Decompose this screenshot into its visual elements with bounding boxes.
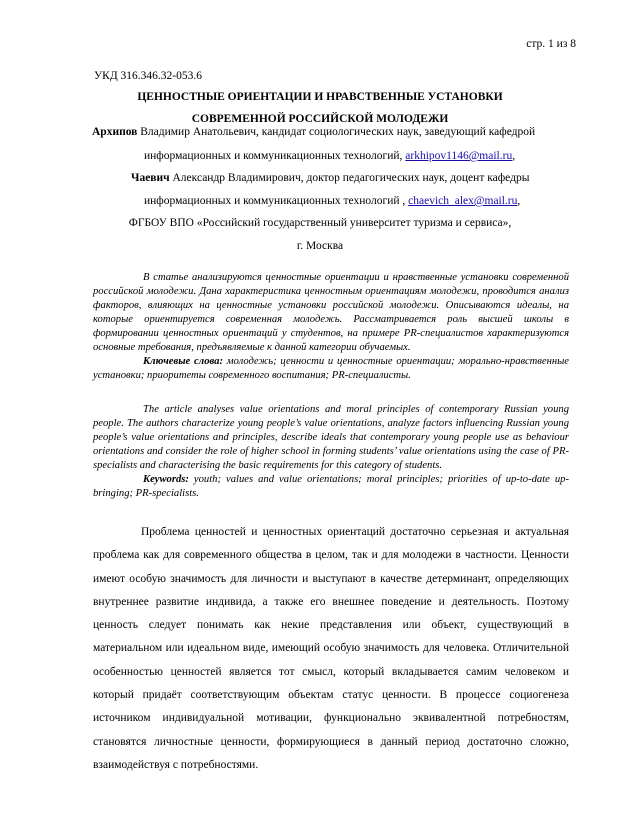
body-text [93,521,569,777]
author-1-name: Архипов [92,126,138,138]
author-1-credentials: Владимир Анатольевич, кандидат социологических наук, заведующий кафедрой [137,126,536,138]
page-number: стр. 1 из 8 [526,38,576,50]
author-1-comma: , [512,150,516,162]
keywords-ru-label: Ключевые слова: [143,356,223,367]
keywords-en [93,473,569,501]
keywords-en-list: youth; values and value orientations; moral principles; priorities of up-to-date up-bringing; PR-specialists. [93,474,569,499]
udk-code: УКД 316.346.32-053.6 [94,70,202,82]
title-line-2: СОВРЕМЕННОЙ РОССИЙСКОЙ МОЛОДЕЖИ [191,113,449,125]
city: г. Москва [296,240,344,252]
abstract-english [93,403,569,501]
author-2-name: Чаевич [131,172,170,184]
keywords-ru-list: молодежь; ценности и ценностные ориентации; морально-нравственные установки; приоритеты современного воспитания; PR-специалисты. [93,356,569,381]
abstract-ru-text: В статье анализируются ценностные ориентации и нравственные установки современной российской молодежи. Дана характеристика ценностным ориентациям молодежи, проводится анализ факторов, влияющих на ценностные установки российской молодежи. Описываются идеалы, на которые ориентируется современная молодежь. Рассматривается роль высшей школы в формировании ценностных ориентаций у студентов, на примере PR-специалистов характеризуются основные требования, предъявляемые к данной категории обучаемых. [93,272,569,353]
keywords-ru [93,355,569,383]
keywords-en-label: Keywords: [143,474,189,485]
affiliation: ФГБОУ ВПО «Российский государственный университет туризма и сервиса», [128,217,512,229]
author-1-email-link[interactable]: arkhipov1146@mail.ru [405,150,513,162]
body-paragraph: Проблема ценностей и ценностных ориентаций достаточно серьезная и актуальная проблема как для современного общества в целом, так и для молодежи в частности. Ценности имеют особую значимость для личности и выступают в качестве детерминант, определяющих внутреннее развитие индивида, а также его внешнее поведение и деятельность. Поэтому ценность следует понимать как некие представления или объект, существующий в материальном или идеальном виде, имеющий особую значимость для человека. Отличительной особенностью ценностей является тот смысл, который вкладывается самим человеком и который придаёт соответствующим объектам статус ценности. В процессе социогенеза источником индивидуальной мотивации, функционально эквивалентной потребностям, становятся личностные ценности, формирующиеся в данный период достаточно сложно, взаимодействуя с потребностями. [93,526,569,771]
abstract-russian [93,271,569,383]
author-2-department: информационных и коммуникационных технологий , [144,195,409,207]
article-title [60,86,580,130]
author-1-department: информационных и коммуникационных технологий, [144,150,406,162]
title-line-1: ЦЕННОСТНЫЕ ОРИЕНТАЦИИ И НРАВСТВЕННЫЕ УСТАНОВКИ [137,91,503,103]
author-2-line-1 [131,172,529,184]
author-2-credentials: Александр Владимирович, доктор педагогических наук, доцент кафедры [169,172,530,184]
author-2-email-link[interactable]: chaevich_alex@mail.ru [408,195,518,207]
author-1-line-1 [92,126,535,138]
author-2-line-2 [144,195,520,207]
author-2-comma: , [517,195,521,207]
author-1-line-2 [144,150,515,162]
abstract-en-text: The article analyses value orientations and moral principles of contemporary Russian young people. The authors characterize young people’s value orientations, analyze factors influencing Russian young people’s value orientations and principles, describe ideals that contemporary young people use as behaviour orientations and consider the role of higher school in forming students’ value orientations using the case of PR-specialists and characterising the basic requirements for this category of students. [93,404,569,471]
